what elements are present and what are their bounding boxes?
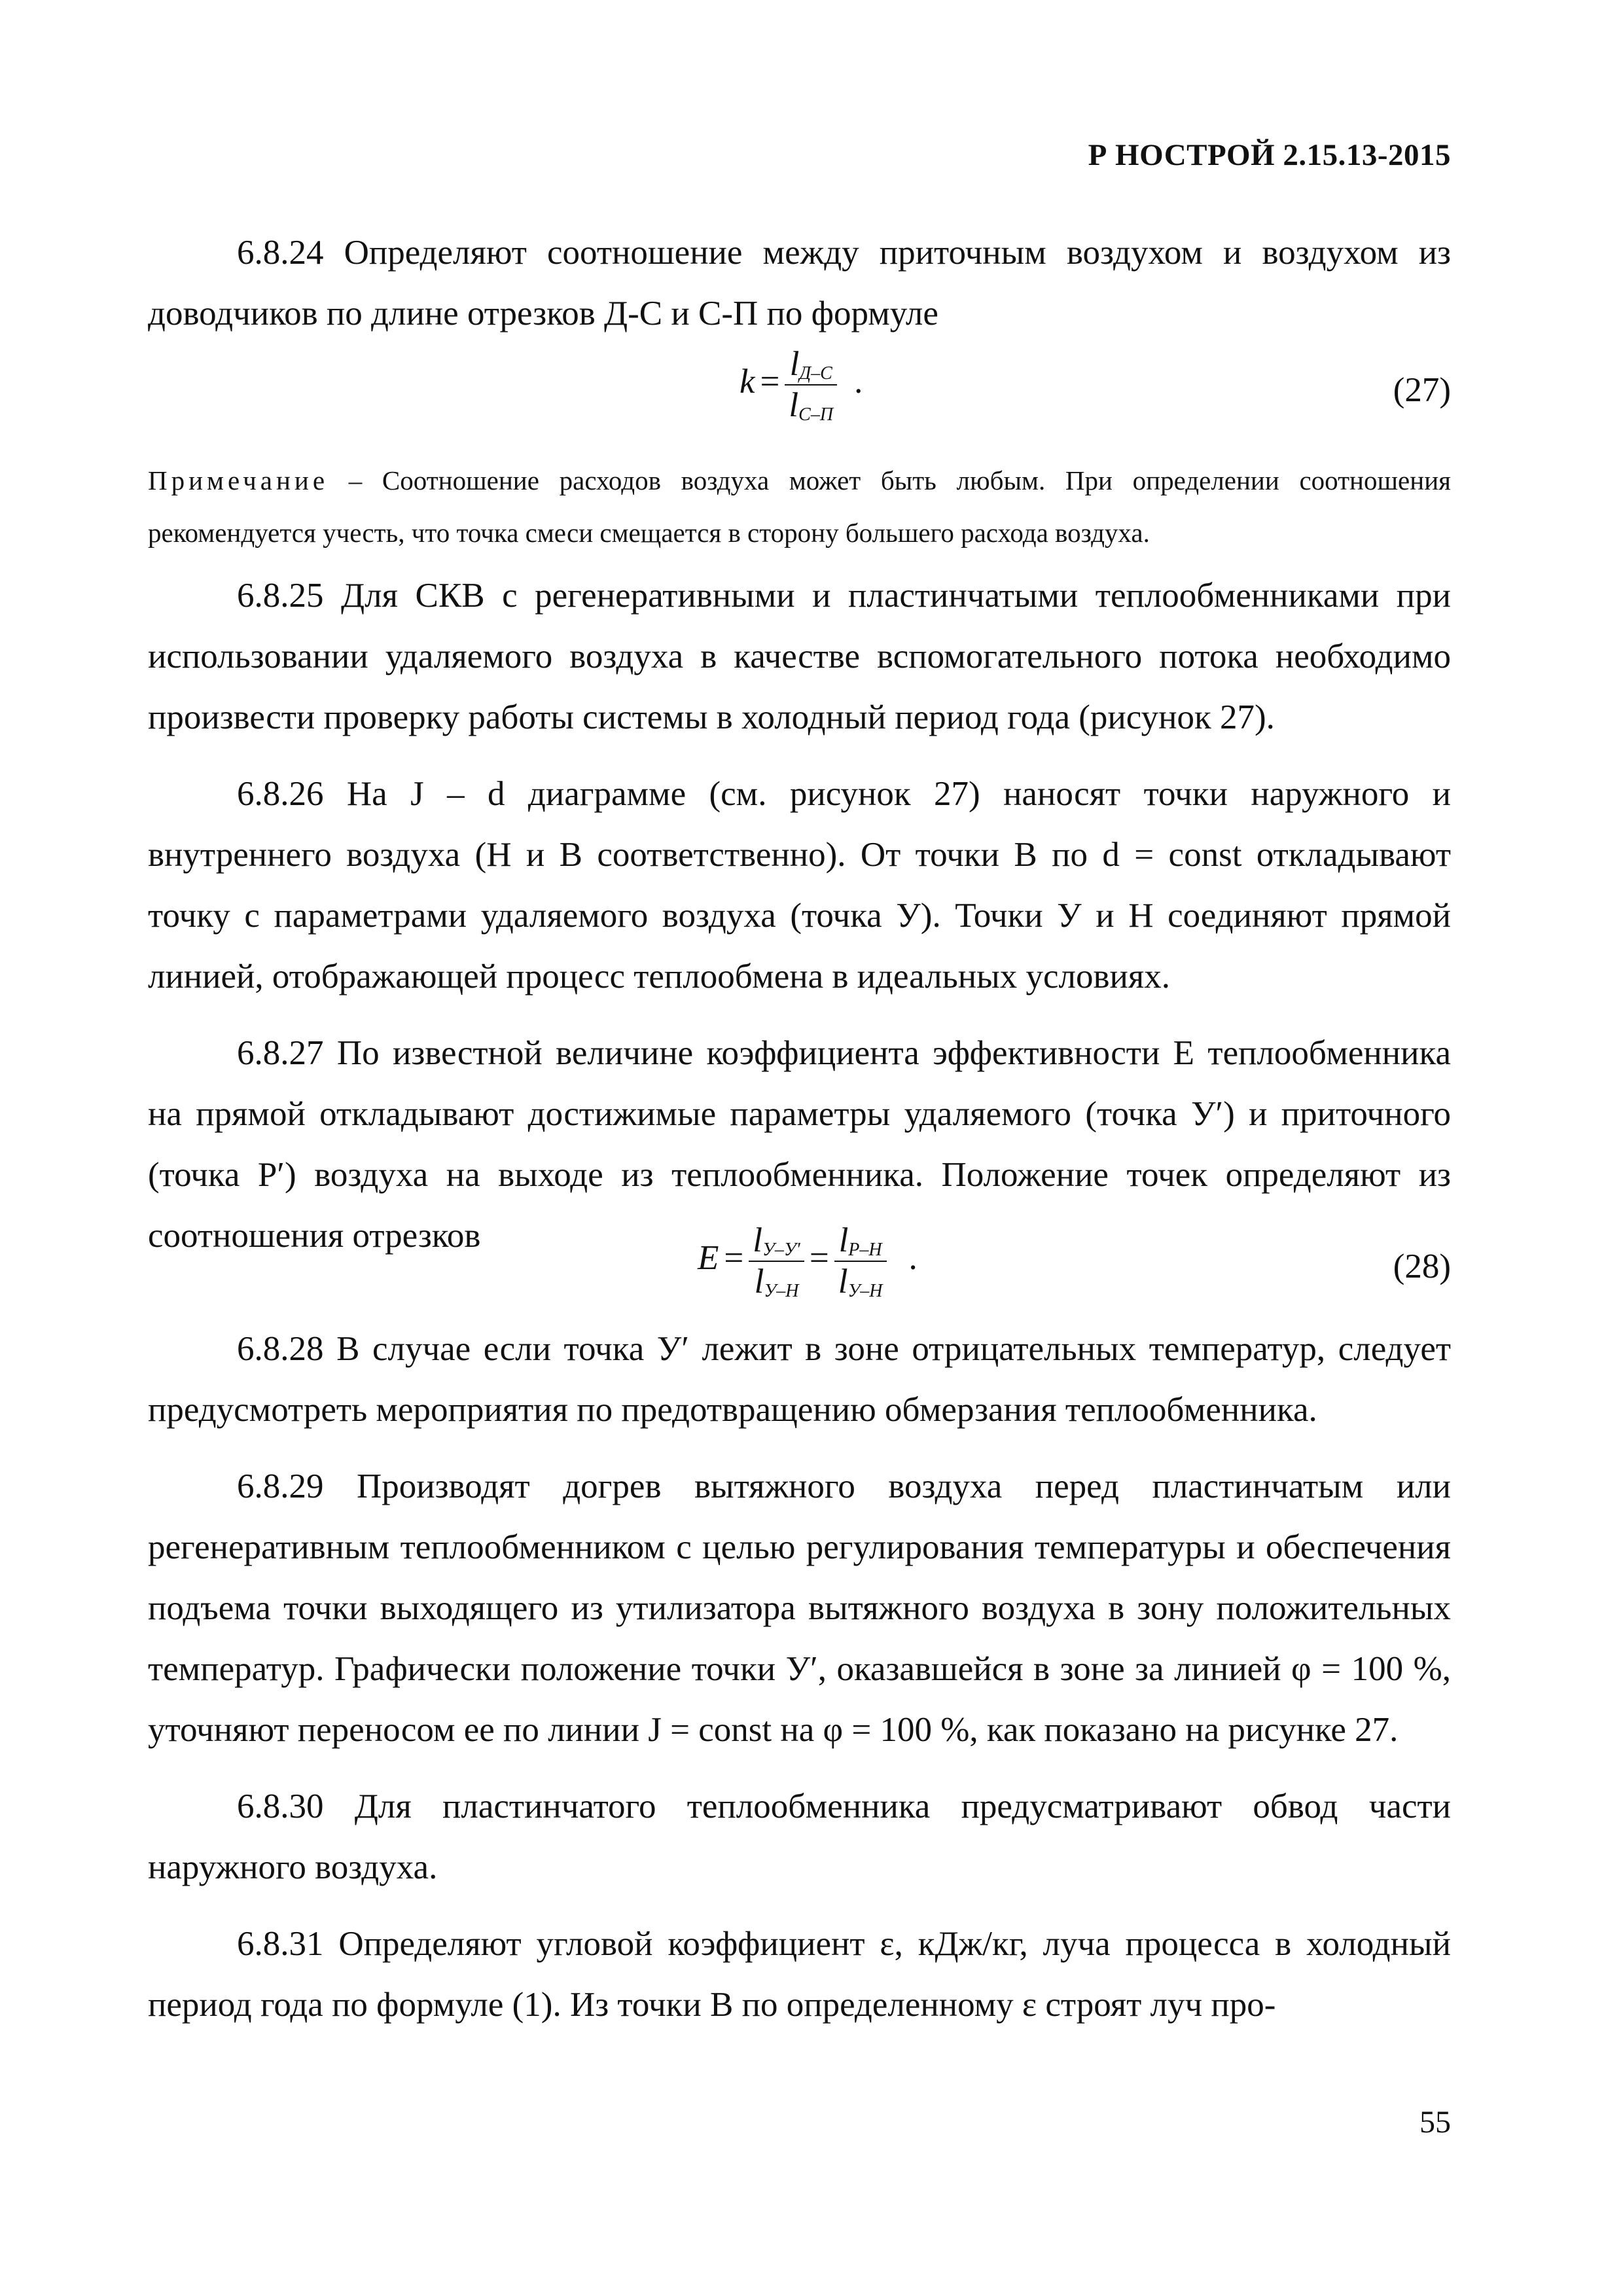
formula-27-number: (27)	[1393, 371, 1451, 409]
formula-28-number: (28)	[1393, 1247, 1451, 1285]
paragraph-6-8-27: 6.8.27 По известной величине коэффициента эффективности Е теплообменника на прямой откладывают достижимые параметры удаляемого (точка У′) и приточного (точка Р′) воздуха на выходе из теплообменника. Положение точек определяют из соотношения отрезков	[148, 1034, 1451, 1255]
formula-28-fraction-2	[834, 1221, 887, 1302]
formula-27-num-sub: Д–С	[799, 363, 832, 384]
note	[148, 454, 1451, 559]
formula-27-denominator	[785, 386, 837, 425]
formula-28-d1-base: l	[754, 1263, 764, 1300]
formula-27-fraction	[785, 344, 837, 425]
paragraph-6-8-24: 6.8.24 Определяют соотношение между приточным воздухом и воздухом из доводчиков по длине отрезков Д-С и С-П по формуле	[148, 234, 1451, 332]
page-body	[148, 223, 1451, 2036]
formula-28-fraction-2-denominator	[834, 1262, 887, 1302]
paragraph-6-8-25: 6.8.25 Для СКВ с регенеративными и пластинчатыми теплообменниками при использовании удаляемого воздуха в качестве вспомогательного потока необходимо произвести проверку работы системы в холодный период года (рисунок 27).	[148, 577, 1451, 736]
formula-27-den-sub: С–П	[798, 404, 834, 425]
formula-28-fraction-1	[749, 1221, 804, 1302]
formula-28-fraction-1-numerator	[749, 1221, 804, 1262]
formula-27-dot: .	[854, 363, 863, 401]
formula-28-expression	[698, 1221, 918, 1302]
paragraph-6-8-30: 6.8.30 Для пластинчатого теплообменника предусматривают обвод части наружного воздуха.	[148, 1787, 1451, 1886]
formula-28-eq1: =	[724, 1239, 744, 1278]
formula-28-lhs: E	[698, 1239, 719, 1278]
paragraph-6-8-29: 6.8.29 Производят догрев вытяжного воздуха перед пластинчатым или регенеративным теплообменником с целью регулирования температуры и обеспечения подъема точки выходящего из утилизатора вытяжного воздуха в зону положительных температур. Графически положение точки У′, оказавшейся в зоне за линией φ = 100 %, уточняют переносом ее по линии J = const на φ = 100 %, как показано на рисунке 27.	[148, 1467, 1451, 1749]
formula-28-fraction-2-numerator	[834, 1221, 887, 1262]
paragraph-6-8-31: 6.8.31 Определяют угловой коэффициент ε, кДж/кг, луча процесса в холодный период года по формуле (1). Из точки В по определенному ε строят луч про-	[148, 1925, 1451, 2024]
formula-28-n1-base: l	[753, 1221, 762, 1259]
note-label: Примечание	[148, 465, 329, 495]
formula-28-d2-base: l	[838, 1263, 848, 1300]
formula-28-dot: .	[908, 1239, 918, 1278]
note-text: – Соотношение расходов воздуха может быть любым. При определении соотношения рекомендуется учесть, что точка смеси смещается в сторону большего расхода воздуха.	[148, 465, 1451, 548]
formula-27-expression	[740, 344, 863, 425]
formula-27-numerator	[785, 344, 837, 386]
formula-28-eq2: =	[809, 1239, 829, 1278]
formula-27-lhs: k	[740, 363, 755, 401]
formula-28-fraction-1-denominator	[749, 1262, 804, 1302]
formula-28-n2-sub: Р–Н	[848, 1240, 882, 1260]
formula-27-num-base: l	[789, 345, 800, 383]
formula-28	[148, 1221, 1451, 1319]
formula-28-n1-sub: У–У′	[762, 1240, 800, 1260]
formula-28-n2-base: l	[838, 1221, 849, 1259]
formula-27-den-base: l	[789, 386, 799, 424]
formula-27	[148, 344, 1451, 449]
paragraph-6-8-28: 6.8.28 В случае если точка У′ лежит в зоне отрицательных температур, следует предусмотреть мероприятия по предотвращению обмерзания теплообменника.	[148, 1330, 1451, 1429]
page-number: 55	[1419, 2105, 1451, 2140]
paragraph-6-8-26: 6.8.26 На J – d диаграмме (см. рисунок 27) наносят точки наружного и внутреннего воздуха (Н и В соответственно). От точки В по d = const откладывают точку с параметрами удаляемого воздуха (точка У). Точки У и Н соединяют прямой линией, отображающей процесс теплообмена в идеальных условиях.	[148, 775, 1451, 996]
document-header: Р НОСТРОЙ 2.15.13-2015	[1088, 138, 1451, 172]
formula-28-d1-sub: У–Н	[764, 1281, 799, 1301]
formula-28-d2-sub: У–Н	[847, 1281, 883, 1301]
formula-27-eq: =	[760, 363, 780, 401]
